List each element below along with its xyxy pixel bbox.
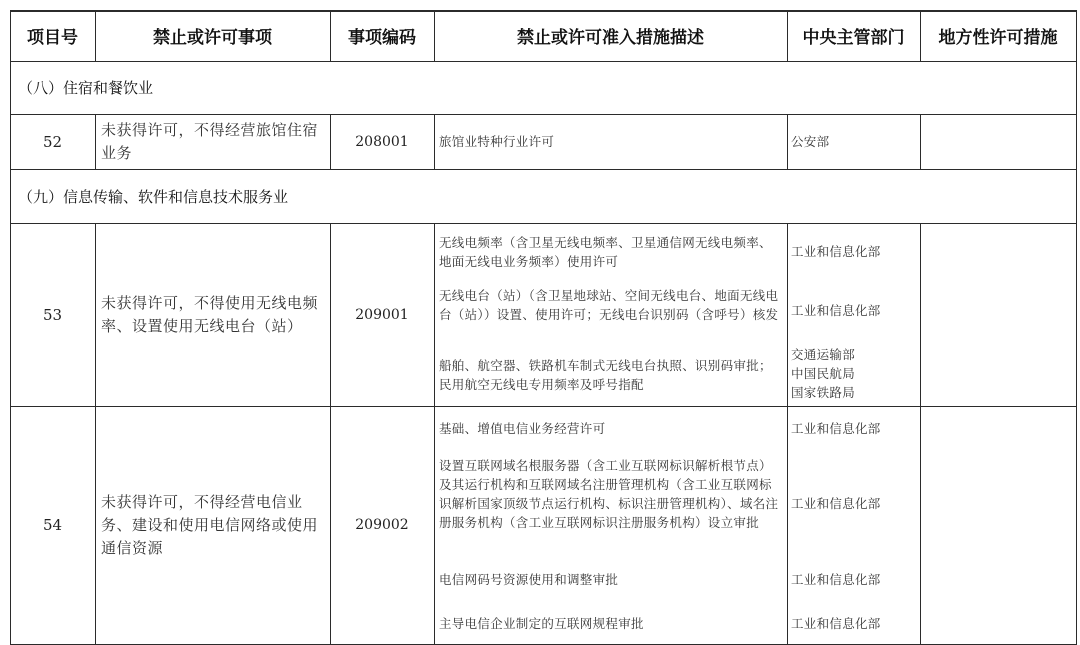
measure-dept: 交通运输部 中国民航局 国家铁路局 (791, 347, 856, 400)
item-text: 未获得许可，不得经营电信业务、建设和使用电信网络或使用通信资源 (101, 492, 319, 557)
header-code: 事项编码 (348, 28, 416, 48)
measure-dept: 工业和信息化部 (791, 421, 881, 436)
measure-dept: 公安部 (791, 134, 830, 149)
item-code: 208001 (355, 133, 409, 150)
column-divider (920, 114, 921, 169)
measure-dept: 工业和信息化部 (791, 616, 881, 631)
header-description: 禁止或许可准入措施描述 (517, 28, 704, 48)
section-heading: （八）住宿和餐饮业 (18, 79, 154, 97)
column-divider (1076, 10, 1077, 645)
measure-description: 无线电台（站）（含卫星地球站、空间无线电台、地面无线电台（站））设置、使用许可；无线电台识别码（含呼号）核发 (439, 288, 779, 322)
item-number: 52 (42, 132, 63, 151)
measure-description: 无线电频率（含卫星无线电频率、卫星通信网无线电频率、地面无线电业务频率）使用许可 (439, 235, 772, 269)
column-divider (920, 223, 921, 644)
header-item: 禁止或许可事项 (153, 28, 272, 48)
measure-dept: 工业和信息化部 (791, 303, 881, 318)
section-heading: （九）信息传输、软件和信息技术服务业 (18, 187, 289, 206)
measure-description: 基础、增值电信业务经营许可 (439, 421, 606, 436)
item-code: 209001 (355, 306, 409, 323)
column-divider (434, 223, 435, 644)
column-divider (434, 114, 435, 169)
measure-description: 电信网码号资源使用和调整审批 (439, 572, 619, 587)
measure-dept: 工业和信息化部 (791, 244, 881, 259)
measure-description: 设置互联网域名根服务器（含工业互联网标识解析根节点）及其运行机构和互联网域名注册管理机构（含工业互联网标识解析国家顶级节点运行机构、标识注册管理机构）、域名注册服务机构（含工业互联网标识注册服务机构）设立审批 (439, 458, 779, 530)
measure-description: 旅馆业特种行业许可 (439, 134, 555, 149)
header-local: 地方性许可措施 (938, 28, 1058, 48)
header-item-no: 项目号 (27, 28, 78, 48)
measure-dept: 工业和信息化部 (791, 496, 881, 511)
item-text: 未获得许可，不得经营旅馆住宿业务 (101, 120, 319, 162)
item-number: 54 (42, 516, 63, 534)
column-divider (787, 114, 788, 169)
measure-description: 船舶、航空器、铁路机车制式无线电台执照、识别码审批；民用航空无线电专用频率及呼号指配 (439, 358, 772, 392)
column-divider (787, 223, 788, 644)
measure-dept: 工业和信息化部 (791, 572, 881, 587)
item-code: 209002 (355, 517, 409, 533)
measure-description: 主导电信企业制定的互联网规程审批 (439, 616, 644, 631)
item-text: 未获得许可，不得使用无线电频率、设置使用无线电台（站） (101, 293, 319, 335)
header-dept: 中央主管部门 (802, 28, 905, 48)
item-number: 53 (42, 305, 63, 324)
